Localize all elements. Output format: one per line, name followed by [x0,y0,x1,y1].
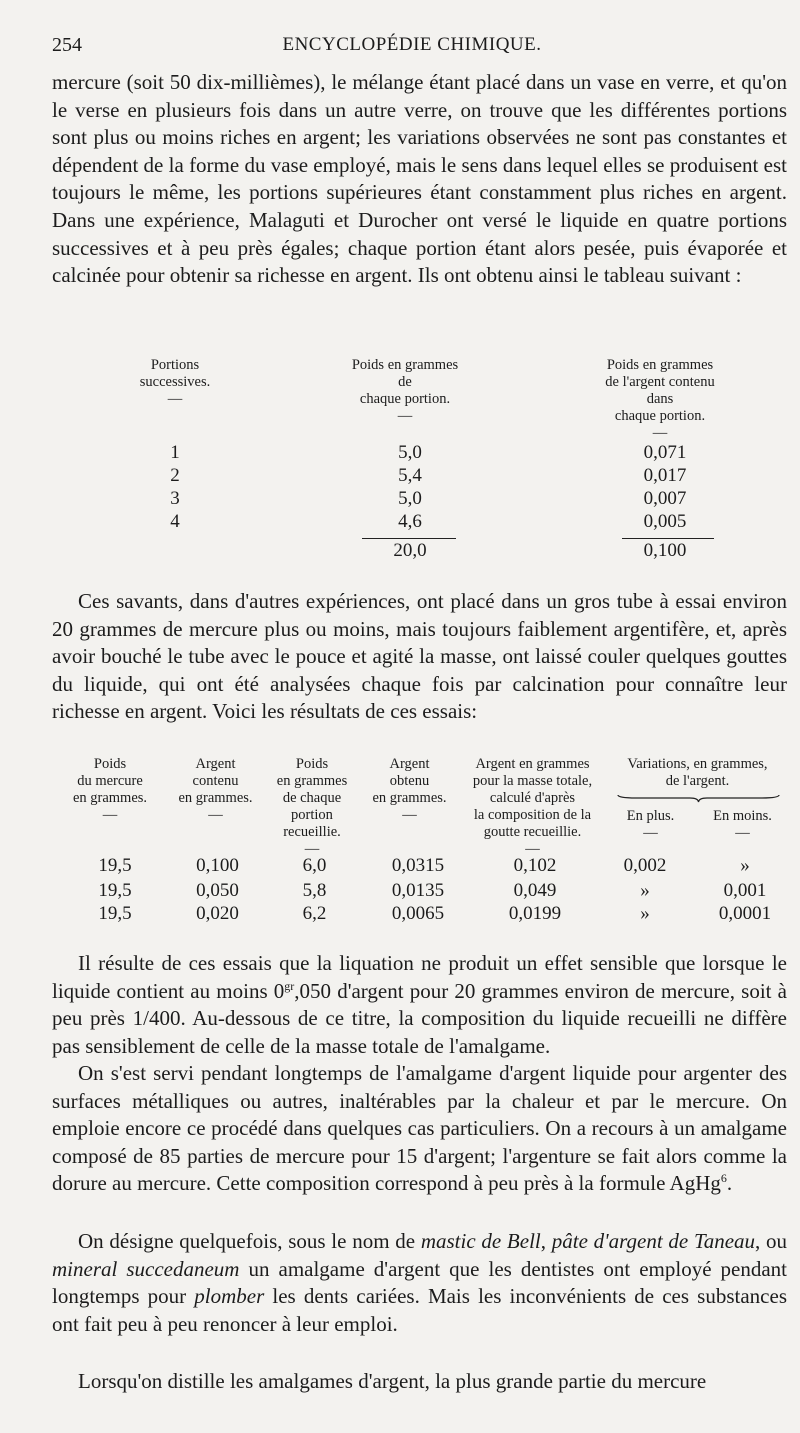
t2-header-argent-obtenu: Argent obtenu en grammes. — [372,756,447,823]
page-header [52,34,772,64]
paragraph-3: Il résulte de ces essais que la liquation ne produit un effet sensible que lorsque le liquide contient au moins $0^{gr},050$ d'argent pour 20 grammes environ de mercure, soit à peu près 1/400. Au-dessous de ce titre, la composition du liquide recueilli ne diffère pas sensiblement de celle de la masse totale de l'amalgame. [52,951,787,1058]
paragraph-2: Ces savants, dans d'autres expériences, ont placé dans un gros tube à essai environ 20 grammes de mercure plus ou moins, mais toujours faiblement argentifère, et, après avoir bouché le tube avec le pouce et agité la masse, ont laissé couler quelques gouttes du liquide, qui ont été analysées chaque fois par calcination pour connaître leur richesse en argent. Voici les résultats de ces essais: [52,589,787,724]
t1-sum-rule [362,538,456,539]
t1-sum-rule [622,538,714,539]
paragraph-6: Lorsqu'on distille les amalgames d'argent, la plus grande partie du mercure [78,1369,707,1393]
t1-header-argent: Poids en grammes de l'argent contenu dans chaque portion. — [605,357,715,441]
page-number: 254 [52,34,82,56]
paragraph-1: mercure (soit 50 dix-millièmes), le mélange étant placé dans un vase en verre, et qu'on le verse en plusieurs fois dans un autre verre, on trouve que les différentes portions sont plus ou moins riches en argent; les variations observées ne sont pas constantes et dépendent de la forme du vase employé, mais le sens dans lequel elles se produisent est toujours le même, les portions supérieures étant constamment plus riches en argent. Dans une expérience, Malaguti et Durocher ont versé le liquide en quatre portions successives et à peu près égales; chaque portion étant alors pesée, puis évaporée et calcinée pour obtenir sa richesse en argent. Ils ont obtenu ainsi le tableau suivant : [52,70,787,288]
running-title: ENCYCLOPÉDIE CHIMIQUE. [282,34,542,55]
t2-header-argent-contenu: Argent contenu en grammes. — [178,756,253,823]
paragraph-4: On s'est servi pendant longtemps de l'amalgame d'argent liquide pour argenter des surfaces métalliques ou autres, inaltérables par la chaleur et par le mercure. On emploie encore ce procédé dans quelques cas particuliers. On a recours à un amalgame composé de 85 parties de mercure pour 15 d'argent; l'argenture se fait alors comme la dorure au mercure. Cette composition correspond à peu près à la formule AgHg$^6$. [52,1061,787,1196]
variations-brace [616,792,781,804]
t2-header-en-plus: En plus. — [626,808,675,841]
t2-header-poids-mercure: Poids du mercure en grammes. — [72,756,148,823]
t2-header-variations: Variations, en grammes, de l'argent. [627,756,768,789]
paragraph-5: On désigne quelquefois, sous le nom de mastic de Bell, pâte d'argent de Taneau, ou mineral succedaneum un amalgame d'argent que les dentistes ont employé pendant longtemps pour plomber les dents cariées. Mais les inconvénients de ces substances ont fait peu à peu renoncer à leur emploi. [52,1229,788,1336]
t2-header-poids-portion: Poids en grammes de chaque portion recueillie. — [276,756,348,857]
t2-header-en-moins: En moins. — [713,808,772,841]
page: 254 ENCYCLOPÉDIE CHIMIQUE. mercure (soit 50 dix-millièmes), le mélange étant placé dans un vase en verre, et qu'on le verse en plusieurs fois dans un autre verre, on trouve que les différentes portions sont plus ou moins riches en argent; les variations observées ne sont pas constantes et dépendent de la forme du vase employé, mais le sens dans lequel elles se produisent est toujours le même, les portions supérieures étant constamment plus riches en argent. Dans une expérience, Malaguti et Durocher ont versé le liquide en quatre portions successives et à peu près égales; chaque portion étant alors pesée, puis évaporée et calcinée pour obtenir sa richesse en argent. Ils ont obtenu ainsi le tableau suivant : Portions successives. — Poids en grammes de chaque portion. — Poids en grammes de l'argent contenu dans chaque portion. — 1 5,0 0,071 2 5,4 0,017 3 5,0 0,007 4 4,6 0,005 20,0 0,100 Ces savants, dans d'autres expériences, ont placé dans un gros tube à essai environ 20 grammes de mercure plus ou moins, mais toujours faiblement argentifère, et, après avoir bouché le tube avec le pouce et agité la masse, ont laissé couler quelques gouttes du liquide, qui ont été analysées chaque fois par calcination pour connaître leur richesse en argent. Voici les résultats de ces essais: Poids du mercure en grammes. — Argent contenu en grammes. — Poids en grammes de chaque portion recueillie. — Argent obtenu en grammes. — Argent en grammes pour la masse totale, calculé d'après la composition de la goutte recueillie. — Variations, en grammes, de l'argent. En plus. — En moins. — 19,5 0,100 6,0 0,0315 0,102 0,002 » 19,5 0,050 5,8 0,0135 0,049 » 0,001 19,5 0,020 6,2 0,0065 0,0199 » 0,0001 Il résulte de ces essais que la liquation ne produit un effet sensible que lorsque le liquide contient au moins $0^{gr},050$ d'argent pour 20 grammes environ de mercure, soit à peu près 1/400. Au-dessous de ce titre, la composition du liquide recueilli ne diffère pas sensiblement de celle de la masse totale de l'amalgame. On s'est servi pendant longtemps de l'amalgame d'argent liquide pour argenter des surfaces métalliques ou autres, inaltérables par la chaleur et par le mercure. On emploie encore ce procédé dans quelques cas particuliers. On a recours à un amalgame composé de 85 parties de mercure pour 15 d'argent; l'argenture se fait alors comme la dorure au mercure. Cette composition correspond à peu près à la formule AgHg$^6$. On désigne quelquefois, sous le nom de mastic de Bell, pâte d'argent de Taneau, ou mineral succedaneum un amalgame d'argent que les dentistes ont employé pendant longtemps pour plomber les dents cariées. Mais les inconvénients de ces substances ont fait peu à peu renoncer à leur emploi. Lorsqu'on distille les amalgames d'argent, la plus grande partie du mercure [0,0,800,1433]
t2-header-argent-calcule: Argent en grammes pour la masse totale, calculé d'après la composition de la goutte recueillie. — [472,756,593,857]
t1-header-poids: Poids en grammes de chaque portion. — [351,357,459,424]
t1-header-portions: Portions successives. — [139,357,211,407]
